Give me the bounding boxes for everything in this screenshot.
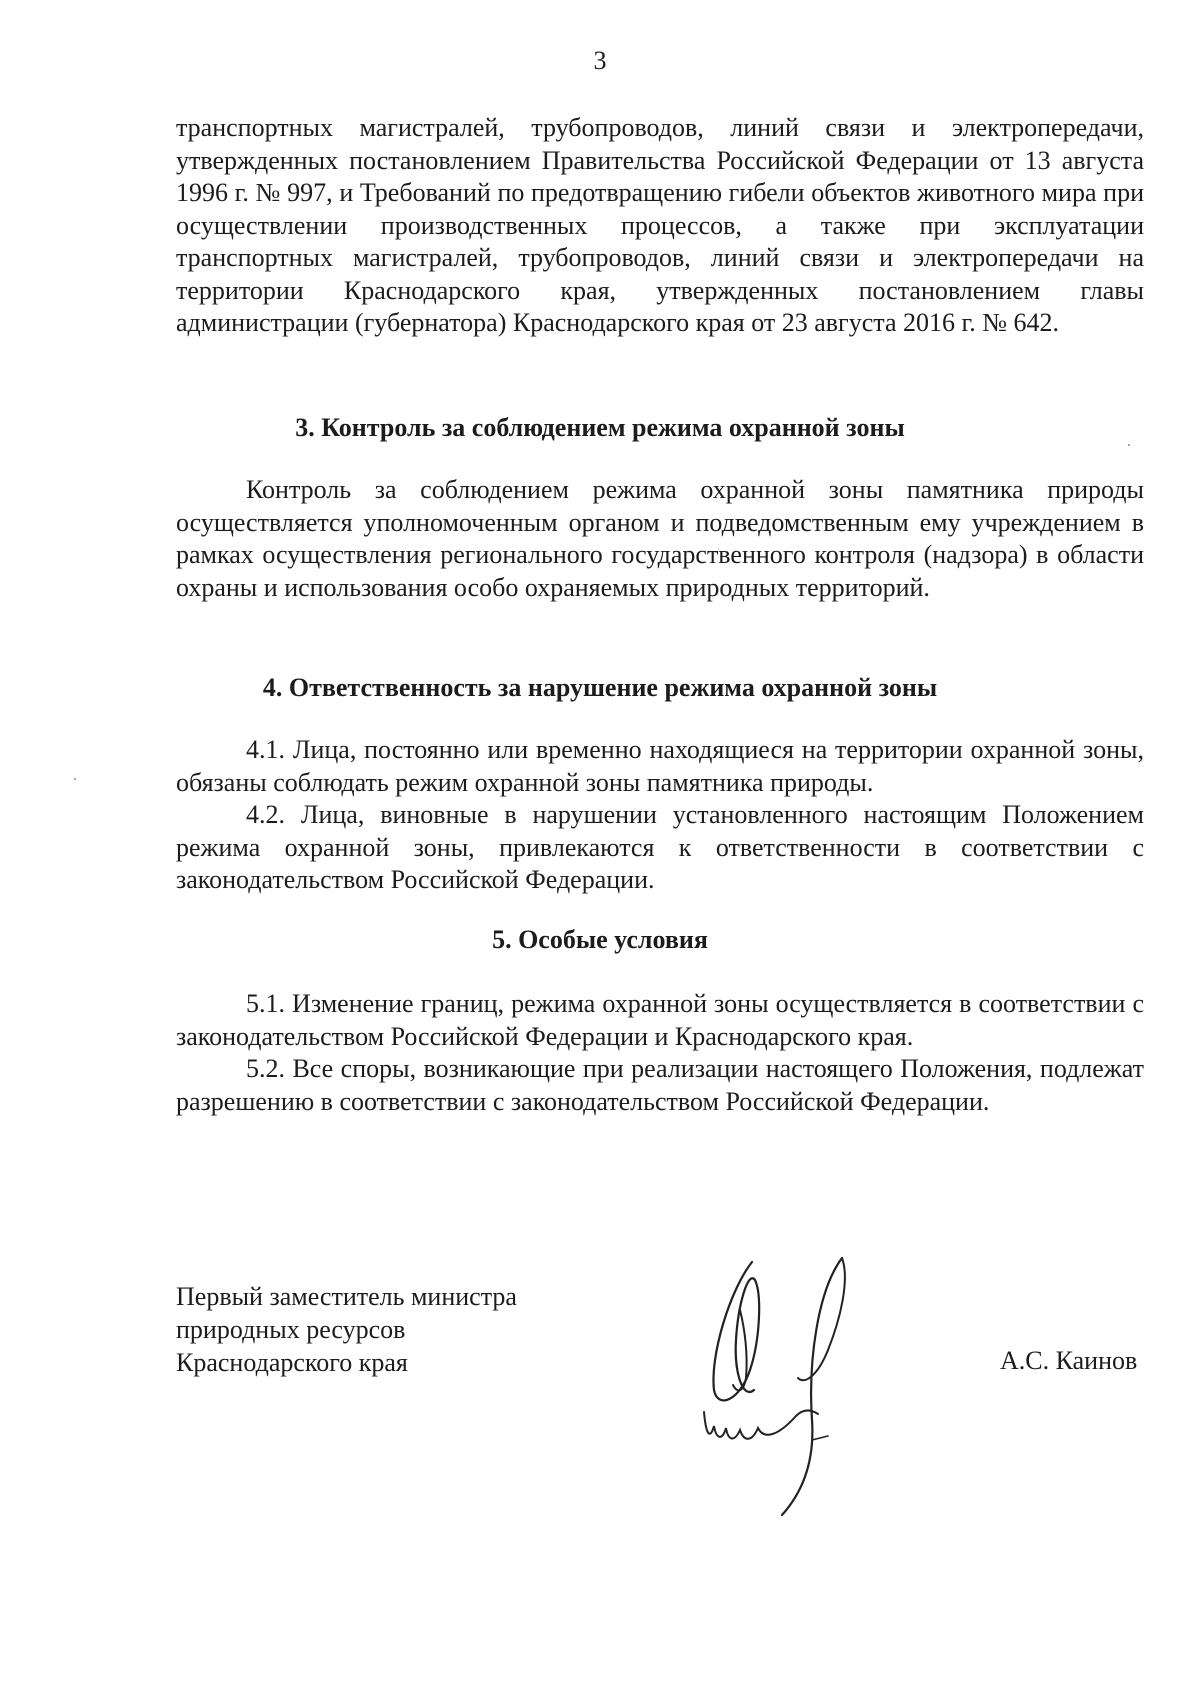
page-number: 3 — [593, 46, 607, 75]
signatory-title-line-3: Краснодарского края — [176, 1348, 408, 1377]
signatory-name: А.С. Каинов — [1000, 1346, 1138, 1375]
section-4-paragraph-1: 4.1. Лица, постоянно или временно находящиеся на территории охранной зоны, обязаны соблюдать режим охранной зоны памятника природы. — [176, 735, 1144, 797]
section-4-paragraph-2: 4.2. Лица, виновные в нарушении установленного настоящим Положением режима охранной зоны, привлекаются к ответственности в соответствии с законодательством Российской Федерации. — [176, 800, 1144, 894]
section-3-heading: 3. Контроль за соблюдением режима охранной зоны — [295, 413, 905, 442]
section-5-paragraph-1: 5.1. Изменение границ, режима охранной зоны осуществляется в соответствии с законодательством Российской Федерации и Краснодарского края. — [176, 989, 1144, 1051]
intro-paragraph: транспортных магистралей, трубопроводов, линий связи и электропередачи, утвержденных постановлением Правительства Российской Федерации от 13 августа 1996 г. № 997, и Требований по предотвращению гибели объектов животного мира при осуществлении производственных процессов, а также при эксплуатации транспортных магистралей, трубопроводов, линий связи и электропередачи на территории Краснодарского края, утвержденных постановлением главы администрации (губернатора) Краснодарского края от 23 августа 2016 г. № 642. — [176, 113, 1144, 337]
scan-speck — [74, 778, 76, 780]
handwritten-signature — [700, 1250, 880, 1530]
signatory-title-line-2: природных ресурсов — [176, 1315, 406, 1344]
scan-speck — [1128, 444, 1130, 446]
signatory-title — [176, 1280, 517, 1379]
section-3-paragraph: Контроль за соблюдением режима охранной зоны памятника природы осуществляется уполномоченным органом и подведомственным ему учреждением в рамках осуществления регионального государственного контроля (надзора) в области охраны и использования особо охраняемых природных территорий. — [176, 475, 1144, 602]
section-5-heading: 5. Особые условия — [492, 925, 708, 954]
section-4-body — [176, 734, 1144, 897]
signatory-title-line-1: Первый заместитель министра — [176, 1282, 517, 1311]
section-4-heading: 4. Ответственность за нарушение режима охранной зоны — [262, 673, 938, 702]
section-5-body — [176, 988, 1144, 1118]
section-5-paragraph-2: 5.2. Все споры, возникающие при реализации настоящего Положения, подлежат разрешению в соответствии с законодательством Российской Федерации. — [176, 1054, 1144, 1116]
intro-paragraph-block — [176, 112, 1144, 340]
section-3-body — [176, 474, 1144, 604]
